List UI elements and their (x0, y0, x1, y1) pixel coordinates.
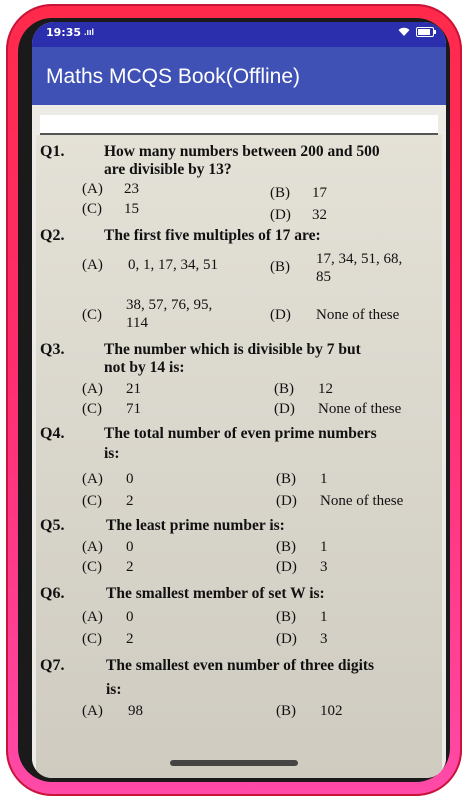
option-value: 32 (312, 207, 327, 223)
option-value: 102 (320, 703, 343, 719)
option-value: None of these (318, 401, 402, 417)
option-value: 1 (320, 539, 328, 555)
option-value: 3 (320, 559, 328, 575)
option-label: (C) (82, 401, 102, 417)
option-label: (B) (276, 703, 296, 719)
question-number: Q4. (40, 425, 65, 442)
option-label: (A) (82, 381, 103, 397)
question-text: The total number of even prime numbers (104, 425, 377, 442)
question-text: How many numbers between 200 and 500 (104, 143, 380, 160)
option-label: (D) (270, 207, 291, 223)
question-text: The smallest member of set W is: (106, 585, 325, 602)
option-label: (A) (82, 703, 103, 719)
option-label: (A) (82, 609, 103, 625)
question-number: Q6. (40, 585, 65, 602)
option-label: (B) (274, 381, 294, 397)
signal-icon: .ııl (84, 27, 95, 37)
option-label: (B) (276, 471, 296, 487)
option-label: (B) (276, 609, 296, 625)
option-value: 2 (126, 559, 134, 575)
option-label: (C) (82, 493, 102, 509)
option-value: 0 (126, 539, 134, 555)
status-icons (398, 27, 436, 37)
option-label: (D) (274, 401, 295, 417)
option-label: (B) (270, 185, 290, 201)
question-number: Q7. (40, 657, 65, 674)
option-value: 0 (126, 471, 134, 487)
question-text: is: (106, 681, 122, 698)
status-time: 19:35 (46, 26, 82, 39)
option-label: (D) (276, 559, 297, 575)
option-label: (C) (82, 631, 102, 647)
option-label: (A) (82, 257, 103, 273)
question-number: Q5. (40, 517, 65, 534)
option-label: (D) (270, 307, 291, 323)
option-value: 12 (318, 381, 333, 397)
question-text: The smallest even number of three digits (106, 657, 375, 674)
option-value: 1 (320, 471, 328, 487)
option-value: 3 (320, 631, 328, 647)
option-label: (A) (82, 181, 103, 197)
question-text: is: (104, 445, 120, 462)
option-value: 17 (312, 185, 327, 201)
question-number: Q3. (40, 341, 65, 358)
option-label: (D) (276, 493, 297, 509)
option-value: 71 (126, 401, 141, 417)
option-value: 2 (126, 631, 134, 647)
question-text: The first five multiples of 17 are: (104, 227, 321, 244)
option-label: (C) (82, 307, 102, 323)
option-value: 21 (126, 381, 141, 397)
status-bar (32, 22, 446, 47)
book-page-image[interactable] (36, 135, 442, 778)
screen (32, 22, 446, 778)
question-number: Q1. (40, 143, 65, 160)
option-value: 0 (126, 609, 134, 625)
option-value: 114 (126, 315, 148, 331)
page-top-strip (40, 115, 438, 135)
question-text: The least prime number is: (106, 517, 285, 534)
option-label: (B) (270, 259, 290, 275)
option-value: 15 (124, 201, 139, 217)
question-text: not by 14 is: (104, 359, 185, 376)
option-value: 85 (316, 269, 331, 285)
home-indicator[interactable] (170, 760, 298, 766)
option-value: None of these (320, 493, 404, 509)
wifi-icon (398, 27, 410, 37)
option-label: (C) (82, 201, 102, 217)
question-text: The number which is divisible by 7 but (104, 341, 361, 358)
option-value: 0, 1, 17, 34, 51 (128, 257, 218, 273)
option-value: 38, 57, 76, 95, (126, 297, 213, 313)
option-value: 1 (320, 609, 328, 625)
option-value: 17, 34, 51, 68, (316, 251, 403, 267)
content-area[interactable] (32, 105, 446, 778)
option-label: (A) (82, 539, 103, 555)
option-label: (A) (82, 471, 103, 487)
question-number: Q2. (40, 227, 65, 244)
option-label: (B) (276, 539, 296, 555)
battery-icon (416, 27, 436, 37)
option-value: None of these (316, 307, 400, 323)
option-value: 98 (128, 703, 143, 719)
question-text: are divisible by 13? (104, 161, 232, 178)
app-title: Maths MCQS Book(Offline) (46, 65, 301, 88)
option-label: (D) (276, 631, 297, 647)
option-label: (C) (82, 559, 102, 575)
app-bar (32, 47, 446, 105)
option-value: 2 (126, 493, 134, 509)
option-value: 23 (124, 181, 139, 197)
